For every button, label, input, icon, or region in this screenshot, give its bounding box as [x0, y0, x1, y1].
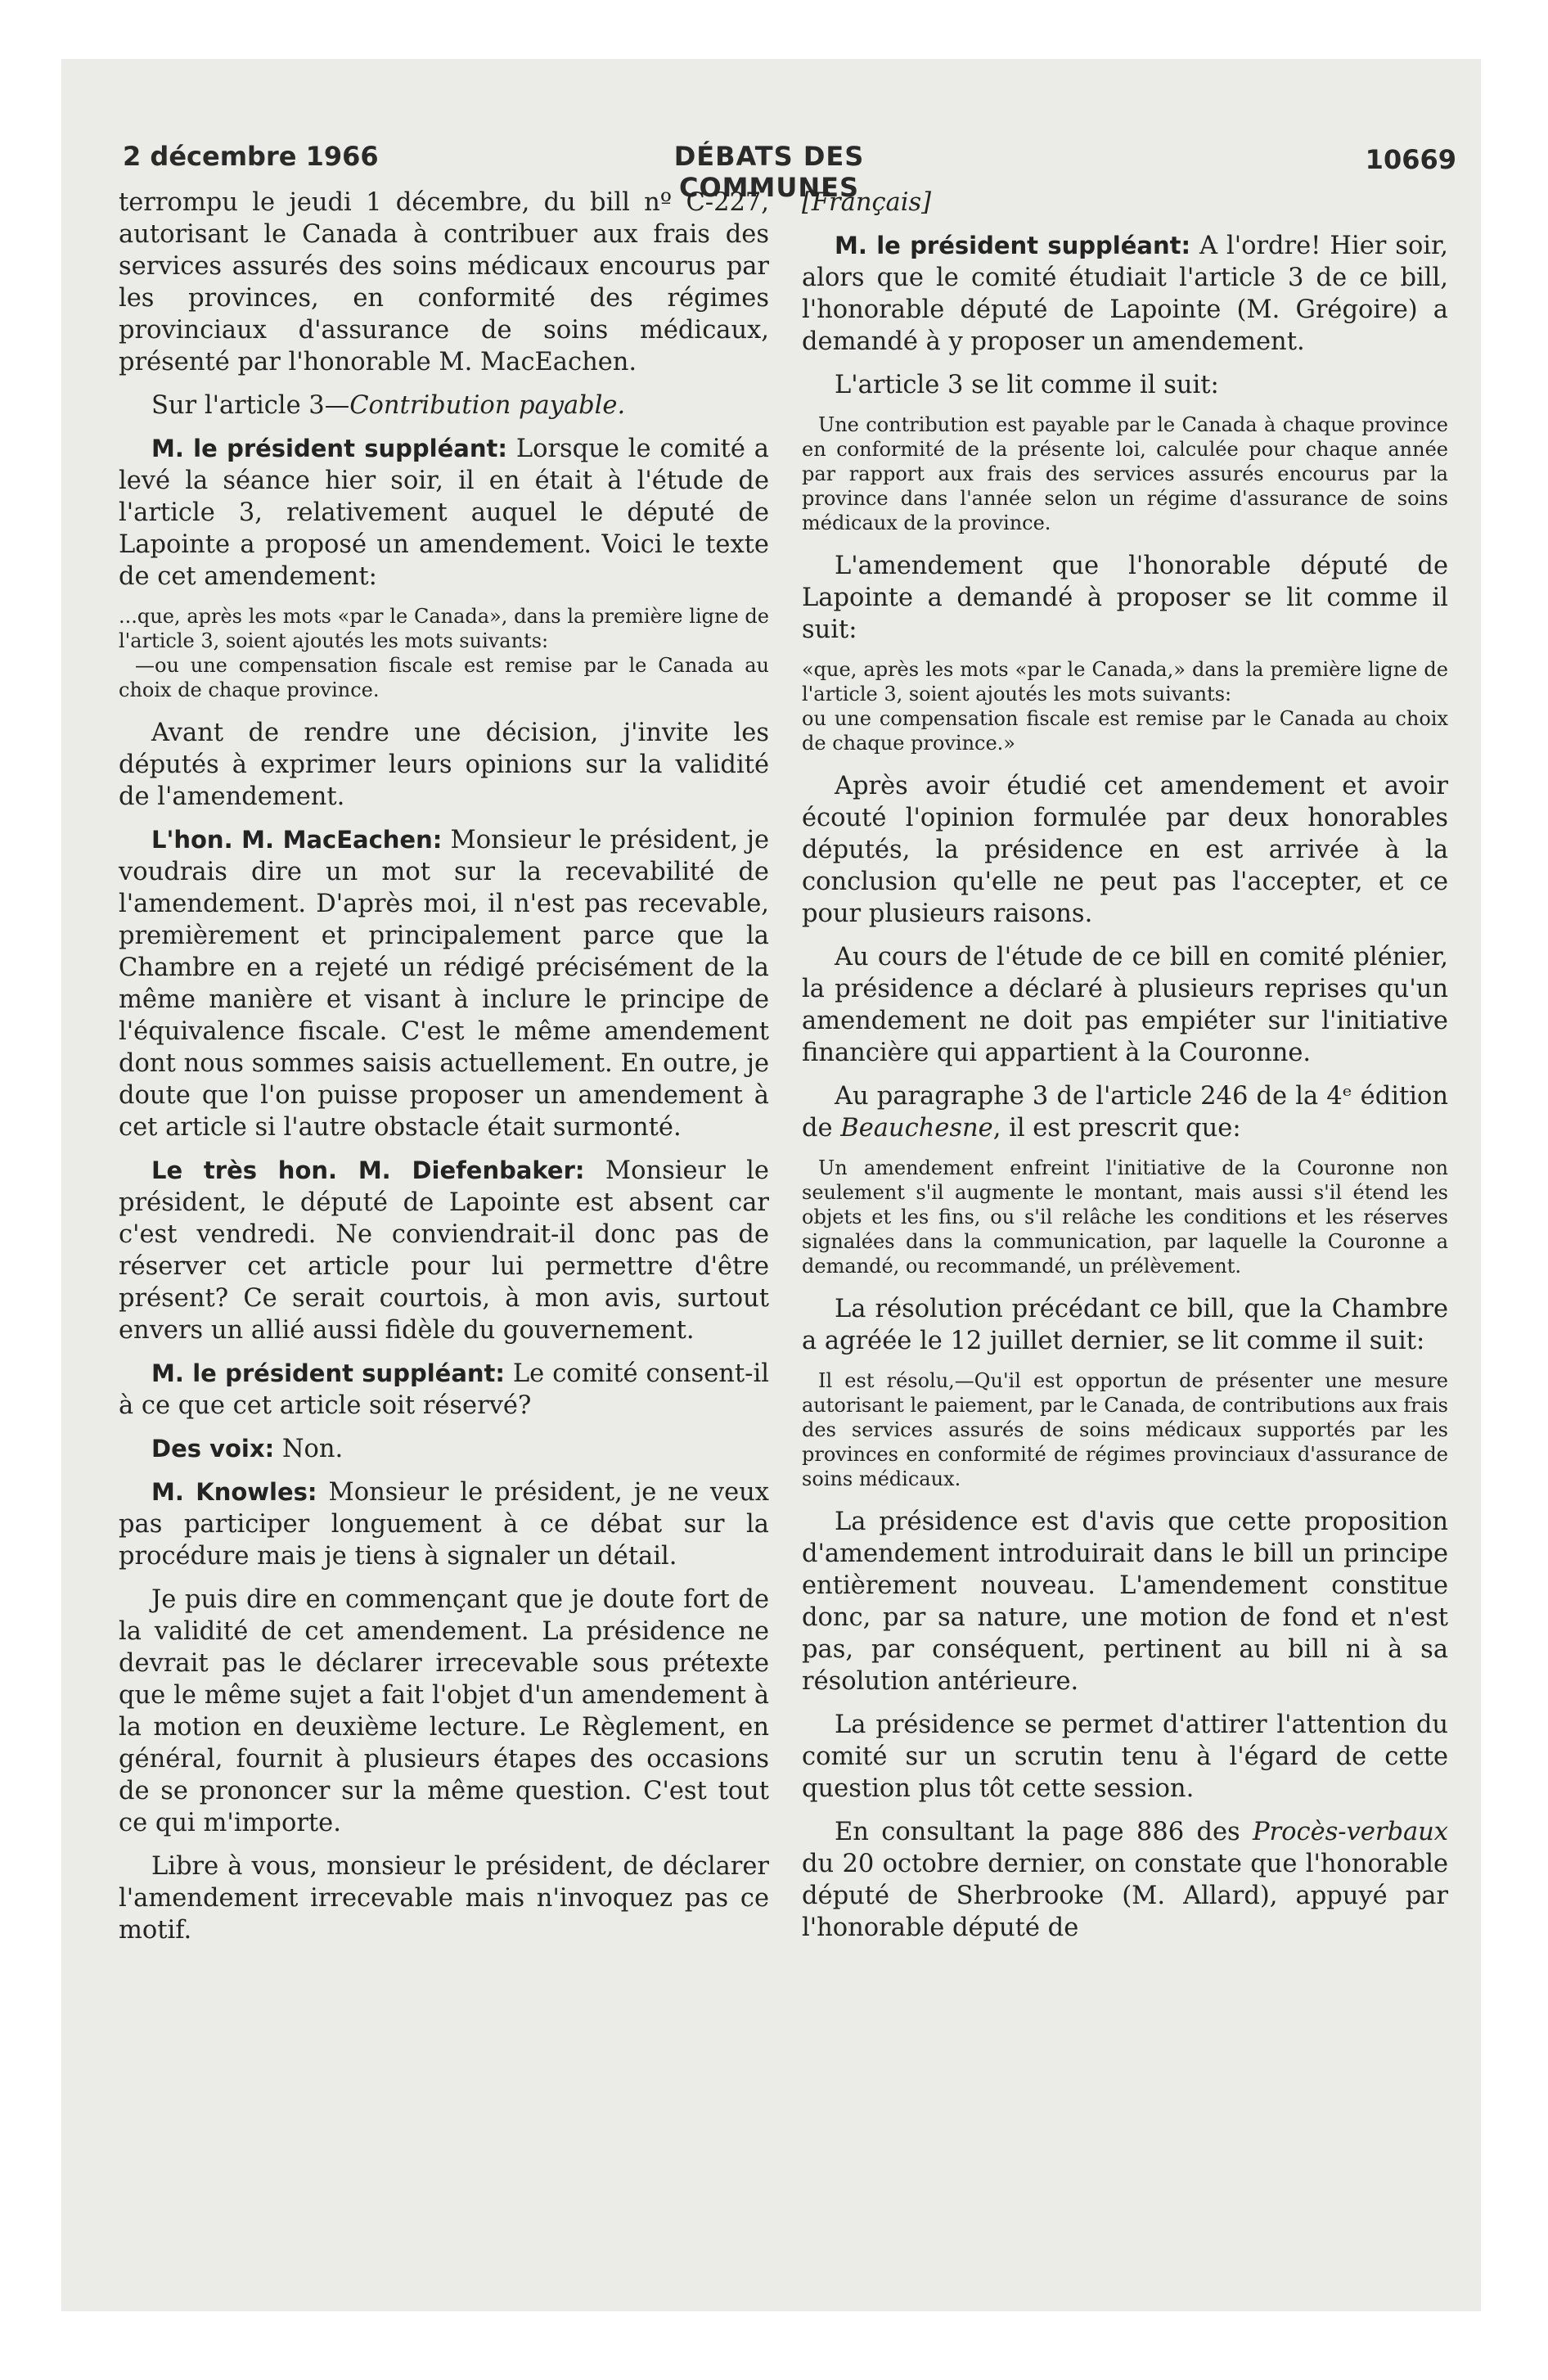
speech: [802, 230, 1448, 358]
quoted-article: [802, 412, 1448, 535]
paragraph: Je puis dire en commençant que je doute fort de la validité de cet amendement. La présidence ne devrait pas le déclarer irrecevable sous prétexte que le même sujet a fait l'objet d'un amendement à la motion en deuxième lecture. Le Règlement, en général, fournit à plusieurs étapes des occasions de se prononcer sur la même question. C'est tout ce qui m'importe.: [119, 1585, 769, 1837]
speech: [119, 433, 769, 593]
paragraph-text: du 20 octobre dernier, on constate que l'honorable député de Sherbrooke (M. Allard), appuyé par l'honorable député de: [802, 1850, 1448, 1942]
paragraph: La présidence se permet d'attirer l'attention du comité sur un scrutin tenu à l'égard de cette question plus tôt cette session.: [802, 1711, 1448, 1803]
paragraph-text: En consultant la page 886 des: [835, 1818, 1253, 1846]
speaker-name: M. le président suppléant:: [835, 232, 1191, 259]
article-heading-text: Sur l'article 3—: [151, 391, 350, 420]
speaker-name: Le très hon. M. Diefenbaker:: [151, 1156, 585, 1184]
paragraph: Au cours de l'étude de ce bill en comité plénier, la présidence a déclaré à plusieurs reprises qu'un amendement ne doit pas empiéter sur l'initiative financière qui appartient à la Couronne.: [802, 943, 1448, 1067]
quote-line: ou une compensation fiscale est remise par le Canada au choix de chaque province.»: [802, 707, 1448, 755]
document-title: Procès-verbaux: [1253, 1818, 1448, 1846]
speaker-name: M. Knowles:: [151, 1478, 317, 1506]
quoted-resolution: [802, 1368, 1448, 1491]
quote-line: Un amendement enfreint l'initiative de la Couronne non seulement s'il augmente le montant, mais aussi s'il étend les objets et les fins, ou s'il relâche les conditions et les réserves signalées dans la communication, par laquelle la Couronne a demandé, ou recommandé, un prélèvement.: [802, 1156, 1448, 1278]
paragraph-text: , il est prescrit que:: [992, 1114, 1241, 1143]
speech: [119, 824, 769, 1143]
paragraph: L'amendement que l'honorable député de Lapointe a demandé à proposer se lit comme il suit:: [802, 552, 1448, 644]
article-heading: [119, 390, 769, 421]
speaker-name: L'hon. M. MacEachen:: [151, 826, 443, 854]
right-column: [802, 187, 1448, 1955]
speech-text: Le comité consent-il à ce que cet article soit réservé?: [119, 1359, 769, 1420]
paragraph: Avant de rendre une décision, j'invite les députés à exprimer leurs opinions sur la validité de l'amendement.: [119, 719, 769, 811]
quote-line: «que, après les mots «par le Canada,» dans la première ligne de l'article 3, soient ajoutés les mots suivants:: [802, 658, 1448, 705]
left-column: [119, 187, 769, 1958]
language-marker: [802, 187, 1448, 219]
quote-line: Une contribution est payable par le Canada à chaque province en conformité de la présente loi, calculée pour chaque année par rapport aux frais des services assurés encourus par la province dans l'année selon un régime d'assurance de soins médicaux de la province.: [802, 413, 1448, 534]
paragraph: L'article 3 se lit comme il suit:: [835, 371, 1219, 399]
speech-text: Monsieur le président, je ne veux pas participer longuement à ce débat sur la procédure mais je tiens à signaler un détail.: [119, 1478, 769, 1571]
speech-text: Non.: [274, 1435, 344, 1463]
page-number: 10669: [1365, 144, 1456, 175]
speech-text: Lorsque le comité a levé la séance hier soir, il en était à l'étude de l'article 3, relativement auquel le député de Lapointe a proposé un amendement. Voici le texte de cet amendement:: [119, 435, 769, 591]
speech: [119, 1358, 769, 1422]
paragraph-text: Au paragraphe 3 de l'article 246 de la 4ᵉ édition de: [802, 1082, 1448, 1143]
speech-text: Monsieur le président, je voudrais dire un mot sur la recevabilité de l'amendement. D'après moi, il n'est pas recevable, premièrement et principalement parce que la Chambre en a rejeté un rédigé précisément de la même manière et visant à inclure le principe de l'équivalence fiscale. C'est le même amendement dont nous sommes saisis actuellement. En outre, je doute que l'on puisse proposer un amendement à cet article si l'autre obstacle était surmonté.: [119, 826, 769, 1142]
quote-line: Il est résolu,—Qu'il est opportun de présenter une mesure autorisant le paiement, par le Canada, de contributions aux frais des services assurés de soins médicaux supportés par les provinces en conformité de régimes provinciaux d'assurance de soins médicaux.: [802, 1369, 1448, 1490]
quoted-amendment: [119, 604, 769, 702]
header-date: 2 décembre 1966: [123, 141, 379, 172]
paragraph: terrompu le jeudi 1 décembre, du bill nº C-227, autorisant le Canada à contribuer aux frais des services assurés des soins médicaux encourus par les provinces, en conformité des régimes provinciaux d'assurance de soins médicaux, présenté par l'honorable M. MacEachen.: [119, 188, 769, 376]
quote-line: ...que, après les mots «par le Canada», dans la première ligne de l'article 3, soient ajoutés les mots suivants:: [119, 605, 769, 652]
book-title: Beauchesne: [840, 1114, 993, 1143]
quoted-amendment: [802, 657, 1448, 755]
speaker-name: M. le président suppléant:: [151, 1359, 506, 1387]
paragraph: La résolution précédant ce bill, que la Chambre a agréée le 12 juillet dernier, se lit comme il suit:: [802, 1295, 1448, 1355]
paragraph: [802, 1080, 1448, 1144]
speech: [119, 1476, 769, 1572]
speech-text: A l'ordre! Hier soir, alors que le comité étudiait l'article 3 de ce bill, l'honorable député de Lapointe (M. Grégoire) a demandé à y proposer un amendement.: [802, 232, 1448, 356]
paragraph: Après avoir étudié cet amendement et avoir écouté l'opinion formulée par deux honorables députés, la présidence en est arrivée à la conclusion qu'elle ne peut pas l'accepter, et ce pour plusieurs raisons.: [802, 772, 1448, 928]
speaker-name: M. le président suppléant:: [151, 435, 507, 462]
header-title: DÉBATS DES COMMUNES: [673, 141, 865, 203]
paragraph: Libre à vous, monsieur le président, de déclarer l'amendement irrecevable mais n'invoquez pas ce motif.: [119, 1852, 769, 1945]
quote-line: —ou une compensation fiscale est remise par le Canada au choix de chaque province.: [119, 654, 769, 701]
speech: [119, 1155, 769, 1346]
speech-text: Monsieur le président, le député de Lapointe est absent car c'est vendredi. Ne conviendrait-il donc pas de réserver cet article pour lui permettre d'être présent? Ce serait courtois, à mon avis, surtout envers un allié aussi fidèle du gouvernement.: [119, 1156, 769, 1345]
speech: [119, 1433, 769, 1465]
paragraph: [802, 1816, 1448, 1944]
article-heading-italic: Contribution payable.: [349, 391, 626, 420]
quoted-rule: [802, 1156, 1448, 1278]
language-marker-text: [Français]: [802, 188, 932, 217]
paragraph: La présidence est d'avis que cette proposition d'amendement introduirait dans le bill un principe entièrement nouveau. L'amendement constitue donc, par sa nature, une motion de fond et n'est pas, par conséquent, pertinent au bill ni à sa résolution antérieure.: [802, 1508, 1448, 1696]
speaker-name: Des voix:: [151, 1435, 275, 1463]
